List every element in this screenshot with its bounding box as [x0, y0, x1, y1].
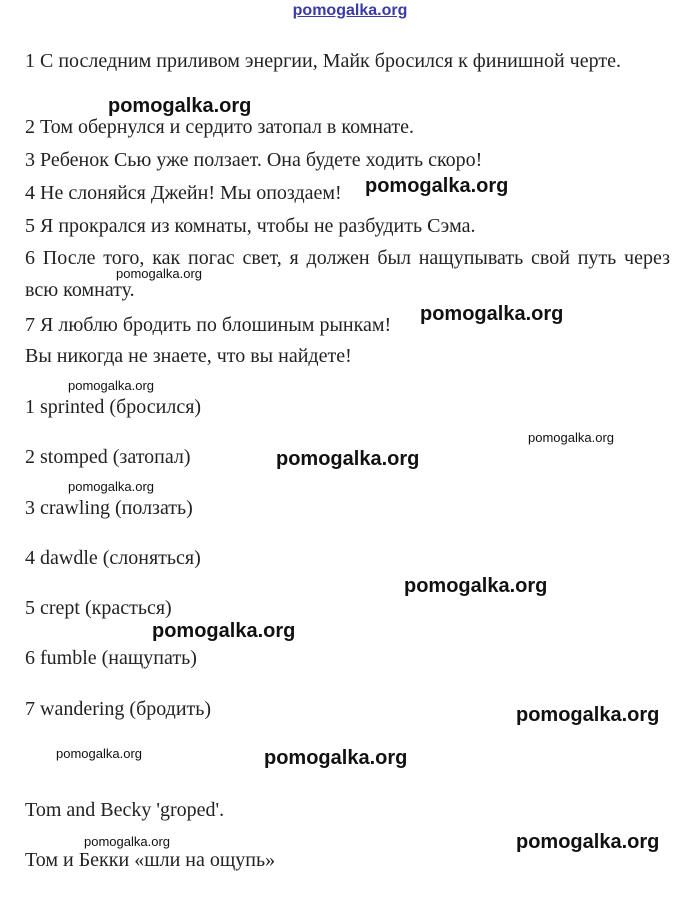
final-english: Tom and Becky 'groped'.: [25, 799, 225, 821]
watermark: pomogalka.org: [420, 303, 564, 325]
sentence-1: 1 С последним приливом энергии, Майк бросился к финишной черте.: [25, 50, 621, 72]
answer-6: 6 fumble (нащупать): [25, 647, 197, 669]
sentence-7-continuation: Вы никогда не знаете, что вы найдете!: [25, 345, 352, 367]
watermark: pomogalka.org: [68, 479, 154, 494]
watermark: pomogalka.org: [116, 266, 202, 281]
answer-7: 7 wandering (бродить): [25, 698, 212, 720]
watermark: pomogalka.org: [528, 430, 614, 445]
sentence-5: 5 Я прокрался из комнаты, чтобы не разбудить Сэма.: [25, 215, 476, 237]
answer-1: 1 sprinted (бросился): [25, 396, 202, 418]
watermark: pomogalka.org: [404, 575, 548, 597]
sentence-3: 3 Ребенок Сью уже ползает. Она будете ходить скоро!: [25, 149, 483, 171]
sentence-4: 4 Не слоняйся Джейн! Мы опоздаем!: [25, 182, 342, 204]
watermark: pomogalka.org: [152, 620, 296, 642]
final-russian: Том и Бекки «шли на ощупь»: [25, 849, 276, 871]
site-header-link[interactable]: pomogalka.org: [292, 2, 408, 19]
answer-4: 4 dawdle (слоняться): [25, 547, 201, 569]
answer-3: 3 crawling (ползать): [25, 497, 193, 519]
watermark: pomogalka.org: [68, 378, 154, 393]
sentence-7: 7 Я люблю бродить по блошиным рынкам!: [25, 314, 392, 336]
sentence-2: 2 Том обернулся и сердито затопал в комнате.: [25, 116, 415, 138]
watermark: pomogalka.org: [516, 831, 660, 853]
answer-5: 5 crept (красться): [25, 597, 172, 619]
answer-2: 2 stomped (затопал): [25, 446, 191, 468]
sentence-6: 6 После того, как погас свет, я должен был нащупывать свой путь через всю комнату.: [25, 247, 670, 301]
watermark: pomogalka.org: [56, 746, 142, 761]
watermark: pomogalka.org: [365, 175, 509, 197]
watermark: pomogalka.org: [264, 747, 408, 769]
watermark: pomogalka.org: [276, 448, 420, 470]
watermark: pomogalka.org: [84, 834, 170, 849]
watermark: pomogalka.org: [516, 704, 660, 726]
watermark: pomogalka.org: [108, 95, 252, 117]
